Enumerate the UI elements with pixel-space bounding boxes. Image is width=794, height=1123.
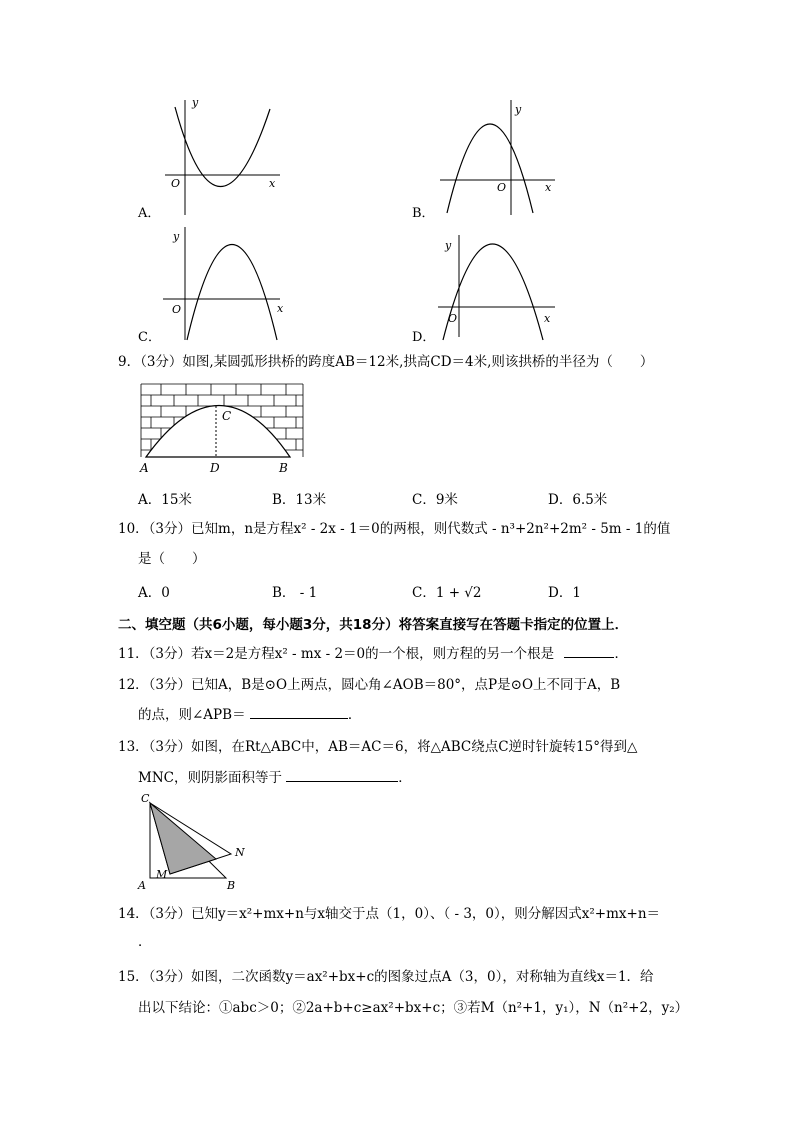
x-axis-label: x bbox=[545, 181, 552, 194]
q9-option-c[interactable]: C．9米 bbox=[412, 492, 458, 508]
question-15-line2: 出以下结论：①abc＞0；②2a+b+c≥ax²+bx+c；③若M（n²+1，y₁），N（n²+2，y₂） bbox=[138, 1000, 689, 1016]
question-12-line1: 12．（3分）已知A，B是⊙O上两点，圆心角∠AOB＝80°，点P是⊙O上不同于A，B bbox=[118, 677, 621, 693]
question-11-text: 11．（3分）若x＝2是方程x² - mx - 2＝0的一个根，则方程的另一个根是 bbox=[118, 646, 555, 662]
option-b-label[interactable]: B． bbox=[412, 206, 435, 221]
origin-label: O bbox=[497, 181, 507, 194]
parabola-curve bbox=[443, 244, 543, 340]
q10-option-b[interactable]: B． - 1 bbox=[272, 585, 318, 601]
question-10-line2: 是（ ） bbox=[138, 551, 206, 567]
bridge-figure bbox=[138, 382, 308, 477]
point-d-label: D bbox=[210, 461, 220, 475]
y-axis-label: y bbox=[192, 96, 199, 109]
question-14-line1: 14．（3分）已知y＝x²+mx+n与x轴交于点（1，0）、（ - 3，0），则分解因式x²+mx+n＝ bbox=[118, 906, 661, 922]
question-13-line1: 13．（3分）如图，在Rt△ABC中，AB＝AC＝6，将△ABC绕点C逆时针旋转15°得到△ bbox=[118, 739, 638, 755]
q10-option-a[interactable]: A．0 bbox=[138, 585, 170, 601]
parabola-curve bbox=[187, 245, 277, 341]
question-11: 11．（3分）若x＝2是方程x² - mx - 2＝0的一个根，则方程的另一个根是 ． bbox=[118, 646, 628, 662]
question-12-line2: 的点，则∠APB＝ bbox=[138, 707, 246, 723]
q10-option-d[interactable]: D．1 bbox=[548, 585, 581, 601]
origin-label: O bbox=[172, 303, 182, 316]
bridge-arch bbox=[146, 406, 290, 458]
question-15-line1: 15．（3分）如图，二次函数y＝ax²+bx+c的图象过点A（3，0），对称轴为直线x＝1．给 bbox=[118, 969, 654, 985]
question-12: 的点，则∠APB＝ ． bbox=[138, 707, 362, 723]
q9-option-d[interactable]: D．6.5米 bbox=[548, 492, 608, 508]
q9-option-a[interactable]: A．15米 bbox=[138, 492, 192, 508]
point-b-label: B bbox=[279, 461, 288, 475]
point-c-label: C bbox=[141, 792, 150, 805]
option-c-label[interactable]: C． bbox=[138, 330, 161, 345]
q11-answer-blank[interactable] bbox=[564, 645, 614, 658]
point-a-label: A bbox=[140, 461, 149, 475]
q10-option-c[interactable]: C．1 + √2 bbox=[412, 585, 482, 601]
graph-d bbox=[435, 232, 560, 342]
y-axis-label: y bbox=[515, 103, 522, 116]
point-a-label: A bbox=[138, 879, 146, 892]
point-m-label: M bbox=[156, 868, 168, 881]
y-axis-label: y bbox=[445, 239, 452, 252]
q12-answer-blank[interactable] bbox=[250, 706, 348, 719]
q13-answer-blank[interactable] bbox=[286, 769, 398, 782]
section-2-heading: 二、填空题（共6小题，每小题3分，共18分）将答案直接写在答题卡指定的位置上． bbox=[118, 617, 629, 633]
point-n-label: N bbox=[235, 846, 245, 859]
graph-a bbox=[155, 95, 290, 220]
option-a-label[interactable]: A． bbox=[138, 206, 161, 221]
question-13: MNC，则阴影面积等于 ． bbox=[138, 770, 412, 786]
parabola-curve bbox=[447, 124, 533, 213]
option-d-label[interactable]: D． bbox=[412, 330, 436, 345]
point-b-label: B bbox=[227, 879, 236, 892]
q9-option-b[interactable]: B．13米 bbox=[272, 492, 327, 508]
question-14-line2: ． bbox=[138, 934, 152, 950]
question-10-line1: 10．（3分）已知m，n是方程x² - 2x - 1＝0的两根，则代数式 - n³+2n²+2m² - 5m - 1的值 bbox=[118, 521, 671, 537]
graph-c bbox=[160, 222, 290, 342]
x-axis-label: x bbox=[269, 177, 276, 190]
question-9-text: 9．（3分）如图,某圆弧形拱桥的跨度AB＝12米,拱高CD＝4米,则该拱桥的半径为（ ） bbox=[118, 354, 654, 370]
rotation-figure bbox=[135, 790, 260, 895]
point-c-label: C bbox=[222, 409, 232, 423]
x-axis-label: x bbox=[544, 312, 551, 325]
origin-label: O bbox=[448, 312, 458, 325]
origin-label: O bbox=[171, 177, 181, 190]
question-13-line2: MNC，则阴影面积等于 bbox=[138, 770, 282, 786]
y-axis-label: y bbox=[173, 230, 180, 243]
x-axis-label: x bbox=[277, 302, 284, 315]
graph-b bbox=[435, 95, 565, 220]
